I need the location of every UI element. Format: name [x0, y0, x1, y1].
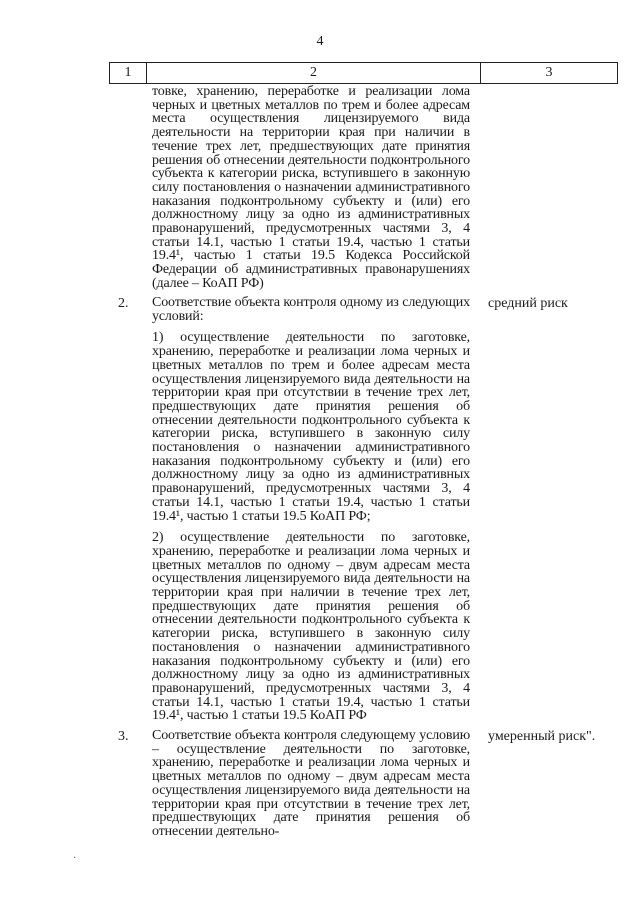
- row-number: 2.: [118, 296, 129, 311]
- table-header-row: [109, 62, 618, 84]
- continuation-paragraph: товке, хранению, переработке и реализации лома черных и цветных металлов по трем и более адресам места осуществления лицензируемого вида деятельности на территории края при наличии в течение трех лет, предшествующих дате принятия решения об отнесении деятельности подконтрольного субъекта к категории риска, вступившего в законную силу постановления о назначении административного наказания подконтрольному субъекту и (или) его должностному лицу за одно из административных правонарушений, предусмотренных частями 3, 4 статьи 14.1, частью 1 статьи 19.4, частью 1 статьи 19.4¹, частью 1 статьи 19.5 Кодекса Российской Федерации об административных правонарушениях (далее – КоАП РФ): [152, 84, 470, 291]
- row-description: [152, 296, 470, 723]
- row-intro: Соответствие объекта контроля следующему условию – осуществление деятельности по заготовке, хранению, переработке и реализации лома черных и цветных металлов по одному – двум адресам места осуществления лицензируемого вида деятельности на территории края при отсутствии в течение трех лет, предшествующих дате принятия решения об отнесении деятельно-: [152, 728, 470, 839]
- header-col-1: 1: [110, 63, 147, 83]
- risk-category: умеренный риск".: [488, 729, 596, 744]
- row-intro: Соответствие объекта контроля одному из следующих условий:: [152, 295, 470, 324]
- risk-category: средний риск: [488, 296, 568, 311]
- header-col-3: 3: [545, 65, 553, 80]
- scan-mark: ·: [73, 853, 77, 864]
- row-number: 3.: [118, 729, 129, 744]
- row-description: [152, 729, 470, 839]
- condition-item: 1) осуществление деятельности по заготовке, хранению, переработке и реализации лома черных и цветных металлов по трем и более адресам места осуществления лицензируемого вида деятельности на территории края при отсутствии в течение трех лет, предшествующих дате принятия решения об отнесении деятельности подконтрольного субъекта к категории риска, вступившего в законную силу постановления о назначении административного наказания подконтрольному субъекту и (или) его должностному лицу за одно из административных правонарушений, предусмотренных частями 3, 4 статьи 14.1, частью 1 статьи 19.4, частью 1 статьи 19.4¹, частью 1 статьи 19.5 КоАП РФ;: [152, 330, 470, 524]
- header-col-2: 2: [147, 63, 481, 83]
- condition-item: 2) осуществление деятельности по заготовке, хранению, переработке и реализации лома черных и цветных металлов по одному – двум адресам места осуществления лицензируемого вида деятельности на территории края при наличии в течение трех лет, предшествующих дате принятия решения об отнесении деятельности подконтрольного субъекта к категории риска, вступившего в законную силу постановления о назначении административного наказания подконтрольному субъекту и (или) его должностному лицу за одно из административных правонарушений, предусмотренных частями 3, 4 статьи 14.1, частью 1 статьи 19.4, частью 1 статьи 19.4¹, частью 1 статьи 19.5 КоАП РФ: [152, 530, 470, 724]
- page-number: 4: [316, 34, 324, 49]
